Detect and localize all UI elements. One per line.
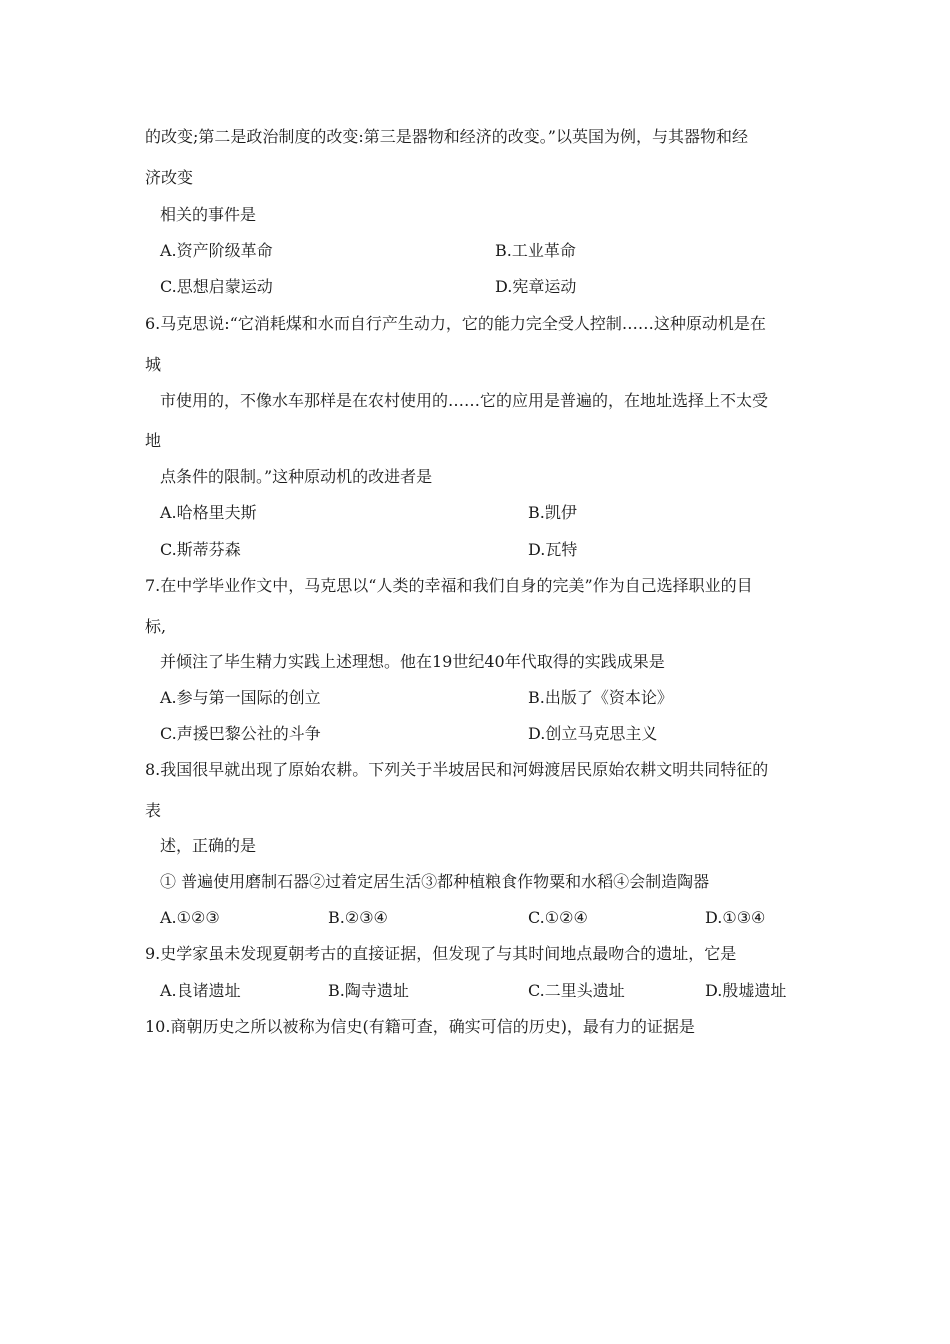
- q6-option-a: A.哈格里夫斯: [160, 503, 257, 522]
- q6-text-line-4: 地: [145, 431, 162, 450]
- q9-option-b: B.陶寺遗址: [328, 981, 409, 1000]
- q6-text-line-1: 6.马克思说:“它消耗煤和水而自行产生动力，它的能力完全受人控制……这种原动机是在: [145, 314, 766, 333]
- q8-option-d: D.①③④: [705, 908, 766, 927]
- q5-text-line-1: 的改变;第二是政治制度的改变:第三是器物和经济的改变。”以英国为例，与其器物和经: [145, 127, 748, 146]
- q8-text-line-1: 8.我国很早就出现了原始农耕。下列关于半坡居民和河姆渡居民原始农耕文明共同特征的: [145, 760, 769, 779]
- q5-option-c: C.思想启蒙运动: [160, 277, 273, 296]
- q7-text-line-2: 标,: [145, 617, 167, 636]
- q9-text-line-1: 9.史学家虽未发现夏朝考古的直接证据，但发现了与其时间地点最吻合的遗址，它是: [145, 944, 737, 963]
- q9-option-d: D.殷墟遗址: [705, 981, 787, 1000]
- q6-option-d: D.瓦特: [528, 540, 578, 559]
- q5-option-b: B.工业革命: [495, 241, 576, 260]
- q9-option-c: C.二里头遗址: [528, 981, 625, 1000]
- q8-option-b: B.②③④: [328, 908, 388, 927]
- q6-option-c: C.斯蒂芬森: [160, 540, 241, 559]
- q7-option-d: D.创立马克思主义: [528, 724, 658, 743]
- q5-text-line-3: 相关的事件是: [160, 205, 257, 224]
- q6-text-line-3: 市使用的，不像水车那样是在农村使用的……它的应用是普遍的，在地址选择上不太受: [160, 391, 769, 410]
- q7-option-b: B.出版了《资本论》: [528, 688, 673, 707]
- q8-text-line-2: 表: [145, 801, 162, 820]
- q9-option-a: A.良诸遗址: [160, 981, 241, 1000]
- q10-text-line-1: 10.商朝历史之所以被称为信史(有籍可查，确实可信的历史)，最有力的证据是: [145, 1017, 695, 1036]
- q7-option-c: C.声援巴黎公社的斗争: [160, 724, 321, 743]
- q8-statements: ① 普遍使用磨制石器②过着定居生活③都种植粮食作物粟和水稻④会制造陶器: [160, 872, 710, 891]
- q5-option-d: D.宪章运动: [495, 277, 577, 296]
- q5-text-line-2: 济改变: [145, 168, 194, 187]
- q7-option-a: A.参与第一国际的创立: [160, 688, 321, 707]
- q7-text-line-1: 7.在中学毕业作文中，马克思以“人类的幸福和我们自身的完美”作为自己选择职业的目: [145, 576, 753, 595]
- q6-text-line-5: 点条件的限制。”这种原动机的改进者是: [160, 467, 433, 486]
- q6-text-line-2: 城: [145, 355, 162, 374]
- q6-option-b: B.凯伊: [528, 503, 577, 522]
- q8-text-line-3: 述，正确的是: [160, 836, 257, 855]
- q8-option-c: C.①②④: [528, 908, 588, 927]
- q8-option-a: A.①②③: [160, 908, 220, 927]
- q7-text-line-3: 并倾注了毕生精力实践上述理想。他在19世纪40年代取得的实践成果是: [160, 652, 665, 671]
- q5-option-a: A.资产阶级革命: [160, 241, 273, 260]
